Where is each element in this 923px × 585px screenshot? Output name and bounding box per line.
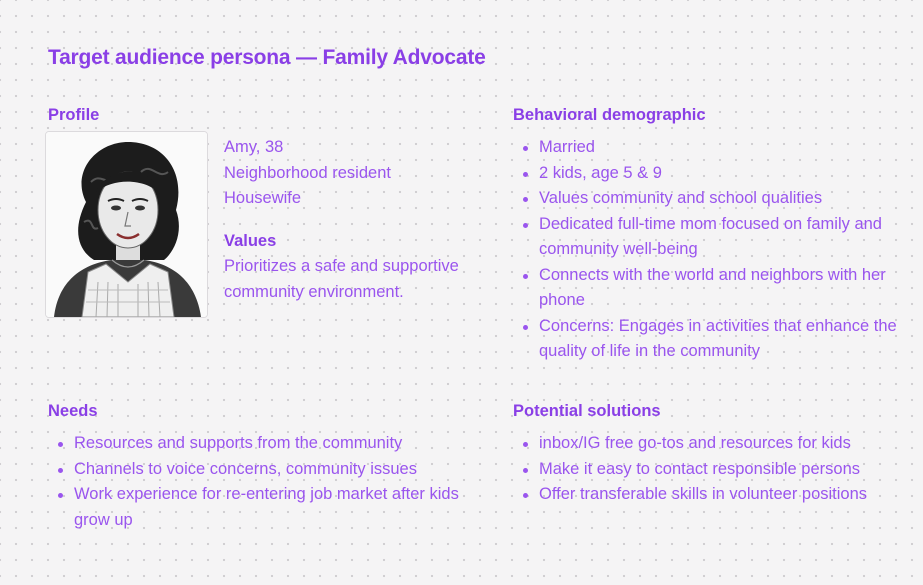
page-title: Target audience persona — Family Advocate [48,46,486,69]
needs-heading: Needs [48,402,98,420]
profile-name-age: Amy, 38 [224,138,284,156]
solutions-list [513,431,913,508]
list-item: Concerns: Engages in activities that enhance the quality of life in the community [513,314,903,365]
persona-portrait [45,131,208,318]
portrait-illustration [46,132,207,317]
list-item: Married [513,135,903,161]
profile-residence: Neighborhood resident [224,163,391,182]
values-heading: Values [224,231,277,250]
list-item: Connects with the world and neighbors with her phone [513,263,903,314]
behavioral-list [513,135,903,365]
list-item: 2 kids, age 5 & 9 [513,161,903,187]
list-item: Dedicated full-time mom focused on family and community well-being [513,212,903,263]
list-item: Channels to voice concerns, community issues [48,457,468,483]
profile-heading: Profile [48,106,100,124]
list-item: Work experience for re-entering job market after kids grow up [48,482,468,533]
profile-occupation: Housewife [224,189,302,207]
values-text: Prioritizes a safe and supportive community environment. [224,257,459,301]
behavioral-heading: Behavioral demographic [513,106,706,124]
list-item: Resources and supports from the community [48,431,468,457]
list-item: Values community and school qualities [513,186,903,212]
needs-list [48,431,468,533]
list-item: inbox/IG free go-tos and resources for kids [513,431,913,457]
profile-info [224,135,484,305]
list-item: Make it easy to contact responsible persons [513,457,913,483]
list-item: Offer transferable skills in volunteer positions [513,482,913,508]
solutions-heading: Potential solutions [513,402,661,420]
